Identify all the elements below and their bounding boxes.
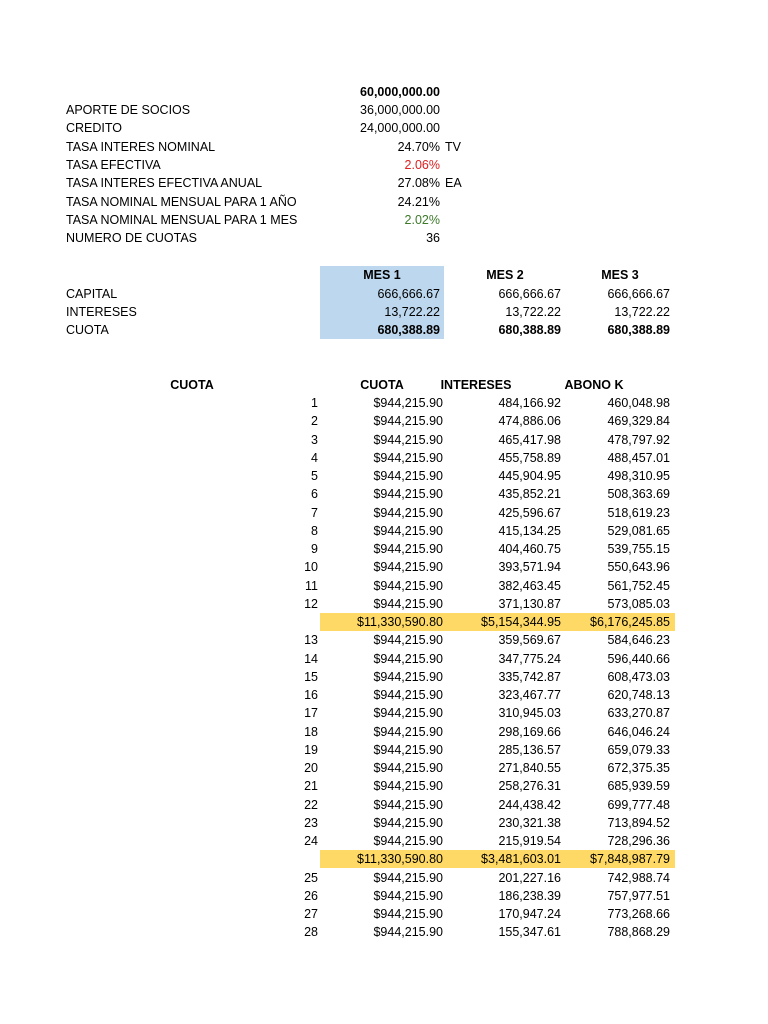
abono-amount: 573,085.03 — [607, 596, 670, 611]
table-row — [0, 905, 768, 923]
cuota-amount: $944,215.90 — [373, 560, 443, 575]
table-row — [0, 832, 768, 850]
intereses-amount: 404,460.75 — [498, 542, 561, 556]
cuota-amount: $944,215.90 — [373, 396, 443, 410]
summary-value: 13,722.22 — [614, 305, 670, 319]
table-row — [0, 595, 768, 613]
cuota-amount: $944,215.90 — [373, 925, 443, 940]
cuota-amount: $944,215.90 — [373, 742, 443, 757]
summary-value: 680,388.89 — [498, 323, 561, 337]
cuota-amount: $944,215.90 — [373, 724, 443, 739]
abono-amount: 773,268.66 — [607, 907, 670, 921]
abono-amount: $6,176,245.85 — [590, 615, 670, 629]
abono-amount: 460,048.98 — [607, 396, 670, 410]
cuota-number: 22 — [304, 797, 318, 812]
parameter-label: TASA INTERES EFECTIVA ANUAL — [66, 176, 263, 191]
cuota-amount: $944,215.90 — [373, 888, 443, 903]
abono-amount: 699,777.48 — [607, 797, 670, 812]
parameter-label: TASA NOMINAL MENSUAL PARA 1 MES — [66, 212, 298, 227]
cuota-number: 18 — [304, 724, 318, 739]
cuota-number: 11 — [305, 578, 318, 593]
parameter-label: TASA INTERES NOMINAL — [66, 139, 216, 154]
cuota-amount: $11,330,590.80 — [357, 852, 443, 867]
abono-amount: 478,797.92 — [607, 432, 670, 447]
summary-row-capital — [0, 285, 768, 303]
cuota-number: 2 — [311, 414, 318, 429]
cuota-number: 23 — [304, 815, 318, 830]
parameter-suffix: TV — [445, 139, 461, 154]
table-row — [0, 485, 768, 503]
cuota-amount: $944,215.90 — [373, 706, 443, 721]
intereses-amount: 310,945.03 — [498, 706, 561, 721]
abono-amount: 757,977.51 — [607, 888, 670, 903]
abono-amount: 498,310.95 — [607, 469, 670, 483]
intereses-amount: 371,130.87 — [498, 596, 561, 611]
summary-header-mes-2: MES 2 — [486, 268, 524, 282]
cuota-amount: $944,215.90 — [373, 487, 443, 502]
cuota-number: 1 — [311, 396, 318, 410]
abono-amount: 788,868.29 — [607, 925, 670, 940]
parameter-row — [0, 211, 768, 229]
table-row — [0, 741, 768, 759]
parameter-value: 24.21% — [397, 194, 440, 209]
summary-label: CUOTA — [66, 323, 109, 337]
intereses-amount: $5,154,344.95 — [481, 615, 561, 629]
parameter-value: 24,000,000.00 — [360, 121, 440, 136]
abono-amount: 713,894.52 — [607, 815, 670, 830]
intereses-amount: 186,238.39 — [498, 888, 561, 903]
intereses-amount: 285,136.57 — [498, 742, 561, 757]
intereses-amount: 258,276.31 — [498, 779, 561, 794]
intereses-amount: 393,571.94 — [498, 560, 561, 575]
cuota-number: 13 — [304, 633, 318, 648]
parameter-row — [0, 174, 768, 192]
table-row — [0, 522, 768, 540]
intereses-amount: 474,886.06 — [498, 414, 561, 429]
cuota-amount: $944,215.90 — [373, 669, 443, 684]
cuota-amount: $944,215.90 — [373, 469, 443, 483]
cuota-amount: $944,215.90 — [373, 633, 443, 648]
intereses-amount: 382,463.45 — [498, 578, 561, 593]
abono-amount: 584,646.23 — [607, 633, 670, 648]
table-row — [0, 558, 768, 576]
parameter-value: 36 — [426, 231, 440, 246]
cuota-number: 25 — [304, 870, 318, 885]
intereses-amount: 155,347.61 — [498, 925, 561, 940]
cuota-number: 7 — [311, 505, 318, 520]
table-row — [0, 504, 768, 522]
amortization-header-cuota: CUOTA — [360, 378, 404, 392]
parameter-label: CREDITO — [66, 121, 123, 136]
intereses-amount: 359,569.67 — [498, 633, 561, 648]
cuota-number: 5 — [311, 469, 318, 483]
intereses-amount: 425,596.67 — [498, 505, 561, 520]
summary-row-cuota — [0, 321, 768, 339]
table-row — [0, 412, 768, 430]
parameter-suffix: EA — [445, 176, 462, 191]
abono-amount: 529,081.65 — [607, 523, 670, 538]
abono-amount: 550,643.96 — [607, 560, 670, 575]
cuota-number: 15 — [304, 669, 318, 684]
cuota-amount: $944,215.90 — [373, 505, 443, 520]
subtotal-row — [0, 850, 768, 868]
cuota-amount: $944,215.90 — [373, 761, 443, 775]
table-row — [0, 869, 768, 887]
cuota-amount: $944,215.90 — [373, 450, 443, 465]
intereses-amount: 484,166.92 — [498, 396, 561, 410]
intereses-amount: 170,947.24 — [498, 907, 561, 921]
cuota-amount: $944,215.90 — [373, 523, 443, 538]
summary-header-mes-3: MES 3 — [601, 268, 639, 282]
intereses-amount: 215,919.54 — [498, 834, 561, 848]
cuota-amount: $944,215.90 — [373, 414, 443, 429]
summary-header-row — [0, 266, 768, 284]
table-row — [0, 686, 768, 704]
table-row — [0, 668, 768, 686]
cuota-number: 24 — [304, 834, 318, 848]
parameter-row — [0, 229, 768, 247]
summary-value: 666,666.67 — [498, 287, 561, 301]
abono-amount: 596,440.66 — [607, 651, 670, 666]
abono-amount: 539,755.15 — [607, 542, 670, 556]
total-value: 60,000,000.00 — [360, 85, 440, 99]
intereses-amount: $3,481,603.01 — [481, 852, 561, 867]
summary-row-intereses — [0, 303, 768, 321]
table-row — [0, 777, 768, 795]
table-row — [0, 540, 768, 558]
parameter-label: TASA EFECTIVA — [66, 157, 161, 172]
intereses-amount: 323,467.77 — [498, 688, 561, 702]
abono-amount: 646,046.24 — [607, 724, 670, 739]
cuota-number: 14 — [304, 651, 318, 666]
cuota-amount: $944,215.90 — [373, 797, 443, 812]
abono-amount: 672,375.35 — [607, 761, 670, 775]
intereses-amount: 445,904.95 — [498, 469, 561, 483]
cuota-number: 21 — [304, 779, 318, 794]
cuota-amount: $944,215.90 — [373, 834, 443, 848]
parameter-value: 27.08% — [397, 176, 440, 191]
table-row — [0, 650, 768, 668]
summary-value: 680,388.89 — [377, 323, 440, 337]
parameter-value: 2.02% — [404, 212, 440, 227]
abono-amount: 620,748.13 — [607, 688, 670, 702]
table-row — [0, 631, 768, 649]
cuota-number: 27 — [304, 907, 318, 921]
summary-value: 13,722.22 — [384, 305, 440, 319]
table-row — [0, 887, 768, 905]
amortization-header-abono: ABONO K — [564, 378, 624, 392]
parameter-row — [0, 101, 768, 119]
intereses-amount: 455,758.89 — [498, 450, 561, 465]
parameter-label: TASA NOMINAL MENSUAL PARA 1 AÑO — [66, 194, 297, 209]
cuota-number: 3 — [311, 432, 318, 447]
cuota-number: 8 — [311, 523, 318, 538]
cuota-number: 26 — [304, 888, 318, 903]
table-row — [0, 394, 768, 412]
abono-amount: 728,296.36 — [607, 834, 670, 848]
parameter-row — [0, 156, 768, 174]
table-row — [0, 759, 768, 777]
intereses-amount: 230,321.38 — [498, 815, 561, 830]
cuota-number: 6 — [311, 487, 318, 502]
parameter-value: 36,000,000.00 — [360, 103, 440, 117]
table-row — [0, 577, 768, 595]
parameter-row — [0, 119, 768, 137]
cuota-number: 20 — [304, 761, 318, 775]
parameter-row — [0, 138, 768, 156]
table-row — [0, 814, 768, 832]
cuota-amount: $944,215.90 — [373, 578, 443, 593]
cuota-amount: $944,215.90 — [373, 907, 443, 921]
parameter-row — [0, 193, 768, 211]
summary-value: 680,388.89 — [607, 323, 670, 337]
abono-amount: 742,988.74 — [607, 870, 670, 885]
abono-amount: 659,079.33 — [607, 742, 670, 757]
parameter-label: APORTE DE SOCIOS — [66, 103, 191, 117]
cuota-amount: $944,215.90 — [373, 596, 443, 611]
abono-amount: 488,457.01 — [607, 450, 670, 465]
cuota-number: 12 — [304, 596, 318, 611]
intereses-amount: 465,417.98 — [498, 432, 561, 447]
abono-amount: 469,329.84 — [607, 414, 670, 429]
intereses-amount: 298,169.66 — [498, 724, 561, 739]
total-row — [0, 83, 768, 101]
abono-amount: 685,939.59 — [607, 779, 670, 794]
table-row — [0, 449, 768, 467]
intereses-amount: 201,227.16 — [498, 870, 561, 885]
table-row — [0, 723, 768, 741]
intereses-amount: 435,852.21 — [498, 487, 561, 502]
cuota-amount: $944,215.90 — [373, 432, 443, 447]
cuota-amount: $944,215.90 — [373, 651, 443, 666]
abono-amount: 608,473.03 — [607, 669, 670, 684]
cuota-number: 16 — [304, 688, 318, 702]
table-row — [0, 704, 768, 722]
cuota-number: 28 — [304, 925, 318, 940]
intereses-amount: 271,840.55 — [498, 761, 561, 775]
table-row — [0, 467, 768, 485]
cuota-amount: $944,215.90 — [373, 870, 443, 885]
intereses-amount: 347,775.24 — [498, 651, 561, 666]
abono-amount: 633,270.87 — [607, 706, 670, 721]
abono-amount: $7,848,987.79 — [590, 852, 670, 867]
intereses-amount: 244,438.42 — [498, 797, 561, 812]
summary-value: 666,666.67 — [607, 287, 670, 301]
table-row — [0, 796, 768, 814]
parameter-label: NUMERO DE CUOTAS — [66, 231, 198, 246]
table-row — [0, 431, 768, 449]
abono-amount: 561,752.45 — [607, 578, 670, 593]
cuota-number: 17 — [304, 706, 318, 721]
amortization-header-row — [0, 376, 768, 394]
abono-amount: 508,363.69 — [607, 487, 670, 502]
summary-label: INTERESES — [66, 305, 137, 319]
subtotal-row — [0, 613, 768, 631]
cuota-amount: $944,215.90 — [373, 779, 443, 794]
summary-label: CAPITAL — [66, 287, 118, 301]
cuota-amount: $11,330,590.80 — [357, 615, 443, 629]
cuota-number: 9 — [311, 542, 318, 556]
summary-value: 13,722.22 — [505, 305, 561, 319]
cuota-number: 19 — [304, 742, 318, 757]
intereses-amount: 335,742.87 — [498, 669, 561, 684]
summary-header-mes-1: MES 1 — [363, 268, 401, 282]
cuota-amount: $944,215.90 — [373, 815, 443, 830]
cuota-number: 10 — [304, 560, 318, 575]
intereses-amount: 415,134.25 — [498, 523, 561, 538]
cuota-number: 4 — [311, 450, 318, 465]
summary-value: 666,666.67 — [377, 287, 440, 301]
cuota-amount: $944,215.90 — [373, 688, 443, 702]
parameter-value: 2.06% — [404, 157, 440, 172]
amortization-header-intereses: INTERESES — [440, 378, 512, 392]
abono-amount: 518,619.23 — [607, 505, 670, 520]
parameter-value: 24.70% — [397, 139, 440, 154]
amortization-header-cuota-label: CUOTA — [170, 378, 214, 392]
cuota-amount: $944,215.90 — [373, 542, 443, 556]
table-row — [0, 923, 768, 941]
